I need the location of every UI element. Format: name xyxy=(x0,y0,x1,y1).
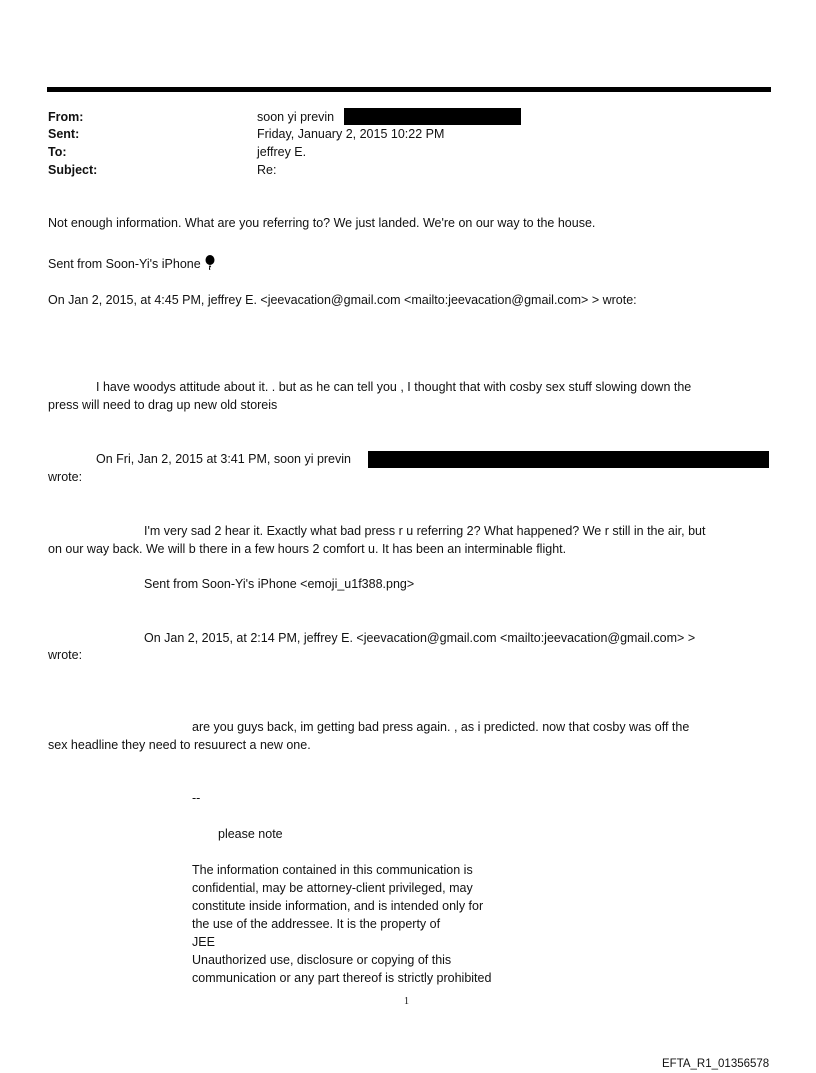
quote-2-wrote: wrote: xyxy=(48,470,83,484)
quote-3-header: On Jan 2, 2015, at 2:14 PM, jeffrey E. <jeevacation@gmail.com <mailto:jeevacation@gmail.com> > xyxy=(144,631,696,645)
disclaimer-line: constitute inside information, and is intended only for xyxy=(192,899,484,913)
disclaimer-line: communication or any part thereof is strictly prohibited xyxy=(192,971,492,985)
signature-text: Sent from Soon-Yi's iPhone xyxy=(48,257,201,271)
to-value: jeffrey E. xyxy=(257,145,307,159)
from-value: soon yi previn xyxy=(257,110,335,124)
reply-text: Not enough information. What are you referring to? We just landed. We're on our way to the house. xyxy=(48,216,596,230)
quote-2-line-1: I'm very sad 2 hear it. Exactly what bad press r u referring 2? What happened? We r still in the air, but xyxy=(144,524,706,538)
disclaimer-line: the use of the addressee. It is the property of xyxy=(192,917,441,931)
quote-1-line-2: press will need to drag up new old storeis xyxy=(48,398,278,412)
balloon-icon xyxy=(205,255,215,273)
to-label: To: xyxy=(48,145,67,159)
quote-3-wrote: wrote: xyxy=(48,648,83,662)
from-label: From: xyxy=(48,110,84,124)
quote-3-line-2: sex headline they need to resuurect a new one. xyxy=(48,738,311,752)
disclaimer-line: Unauthorized use, disclosure or copying of this xyxy=(192,953,452,967)
bates-number: EFTA_R1_01356578 xyxy=(662,1058,770,1070)
quote-3-line-1: are you guys back, im getting bad press again. , as i predicted. now that cosby was off the xyxy=(192,720,690,734)
signature-2: Sent from Soon-Yi's iPhone <emoji_u1f388.png> xyxy=(144,577,415,591)
signature-dashes: -- xyxy=(192,791,201,805)
subject-label: Subject: xyxy=(48,163,98,177)
quote-2-header: On Fri, Jan 2, 2015 at 3:41 PM, soon yi previn xyxy=(96,452,351,466)
quote-1-header: On Jan 2, 2015, at 4:45 PM, jeffrey E. <jeevacation@gmail.com <mailto:jeevacation@gmail.com> > wrote: xyxy=(48,293,637,307)
sent-value: Friday, January 2, 2015 10:22 PM xyxy=(257,127,445,141)
page-number: 1 xyxy=(404,996,409,1007)
redaction-from-email xyxy=(344,108,521,125)
header-rule xyxy=(47,87,771,92)
disclaimer-line: confidential, may be attorney-client privileged, may xyxy=(192,881,473,895)
redaction-quote-2-email xyxy=(368,451,769,468)
sent-label: Sent: xyxy=(48,127,80,141)
please-note: please note xyxy=(218,827,283,841)
signature-line xyxy=(48,255,215,273)
quote-2-line-2: on our way back. We will b there in a few hours 2 comfort u. It has been an interminable flight. xyxy=(48,542,567,556)
quote-1-line-1: I have woodys attitude about it. . but as he can tell you , I thought that with cosby sex stuff slowing down the xyxy=(96,380,692,394)
subject-value: Re: xyxy=(257,163,277,177)
disclaimer-line: The information contained in this communication is xyxy=(192,863,473,877)
disclaimer-line: JEE xyxy=(192,935,215,949)
